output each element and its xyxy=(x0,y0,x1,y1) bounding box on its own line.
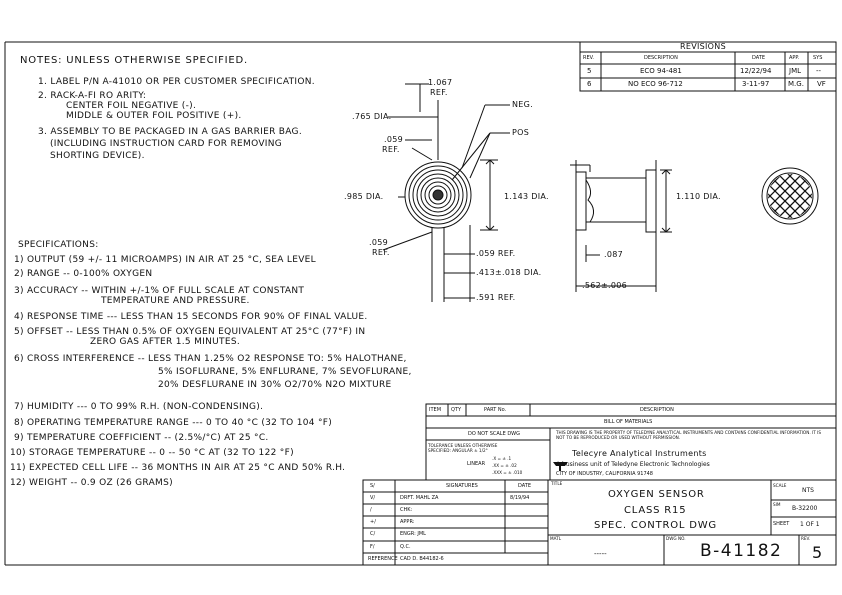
spec-item: 2) RANGE -- 0-100% OXYGEN xyxy=(14,269,153,279)
dim-label: 1.110 DIA. xyxy=(676,192,721,201)
spec-item: 7) HUMIDITY --- 0 TO 99% R.H. (NON-CONDENSING). xyxy=(14,402,264,412)
sig-label: CAD D. B44182-6 xyxy=(400,556,444,562)
sig-label: DRFT. MAHL ZA xyxy=(400,495,439,501)
sim-value: B-32200 xyxy=(792,505,818,512)
dim-label: 1.067 xyxy=(428,78,453,87)
notes-header: NOTES: UNLESS OTHERWISE SPECIFIED. xyxy=(20,55,249,66)
dim-label: .985 DIA. xyxy=(344,192,384,201)
dim-label: REF. xyxy=(382,145,400,154)
dim-label: 1.143 DIA. xyxy=(504,192,549,201)
mesh-pattern xyxy=(760,166,820,226)
sig-code: C/ xyxy=(370,531,376,537)
company-name: Telecyre Analytical Instruments xyxy=(572,449,707,458)
sig-date: 8/19/94 xyxy=(510,495,530,501)
scale-value: NTS xyxy=(802,487,814,494)
dim-label: REF. xyxy=(430,88,448,97)
dim-label: .562±.006 xyxy=(582,281,628,290)
rev-header: REV. xyxy=(583,55,594,61)
do-not-scale: DO NOT SCALE DWG xyxy=(468,431,520,437)
sim-label: SIM xyxy=(773,502,781,507)
scale-label: SCALE xyxy=(773,483,787,488)
sig-label: ENGR: JML xyxy=(400,531,426,537)
sig-label: APPR: xyxy=(400,519,415,525)
spec-item: 10) STORAGE TEMPERATURE -- 0 -- 50 °C AT (32 TO 122 °F) xyxy=(10,448,294,458)
rev-cell: ECO 94-481 xyxy=(640,67,682,75)
dim-label: .413±.018 DIA. xyxy=(476,268,542,277)
tolerance-note: TOLERANCE UNLESS OTHERWISE SPECIFIED: ANGULAR ± 1/2° xyxy=(428,443,498,454)
rev-cell: JML xyxy=(789,67,802,75)
rev-cell: M.G. xyxy=(788,80,804,88)
drawing-number: B-41182 xyxy=(700,541,783,561)
matl-value: ----- xyxy=(594,550,607,558)
note-item: MIDDLE & OUTER FOIL POSITIVE (+). xyxy=(66,111,242,121)
dim-label: .591 REF. xyxy=(476,293,516,302)
note-item: 2. RACK-A-FI RO ARITY: xyxy=(38,91,147,101)
sheet-label: SHEET xyxy=(773,521,790,527)
linear-label: LINEAR xyxy=(467,461,486,467)
tol-value: .XX = ± .02 xyxy=(492,463,517,468)
matl-label: MATL xyxy=(550,536,562,541)
company-sub: A business unit of Teledyne Electronic Technologies xyxy=(556,461,710,468)
bom-footer: BILL OF MATERIALS xyxy=(604,419,653,425)
note-item: 3. ASSEMBLY TO BE PACKAGED IN A GAS BARRIER BAG. xyxy=(38,127,302,137)
bom-header: QTY xyxy=(451,407,462,413)
revision-value: 5 xyxy=(812,543,823,562)
tol-value: .X = ± .1 xyxy=(492,456,512,461)
sig-label: Q.C. xyxy=(400,544,411,550)
rev-cell: 3-11-97 xyxy=(742,80,770,88)
dim-label: REF. xyxy=(372,248,390,257)
dim-label: .059 xyxy=(369,238,389,247)
sig-code: S/ xyxy=(370,483,375,489)
spec-item: 6) CROSS INTERFERENCE -- LESS THAN 1.25% O2 RESPONSE TO: 5% HALOTHANE, xyxy=(14,354,407,364)
drawing-title-line: CLASS R15 xyxy=(624,505,687,516)
rev-cell: VF xyxy=(817,80,826,88)
spec-item: 20% DESFLURANE IN 30% O2/70% N2O MIXTURE xyxy=(158,380,392,390)
sig-header: SIGNATURES xyxy=(446,483,478,489)
spec-item: 3) ACCURACY -- WITHIN +/-1% OF FULL SCALE AT CONSTANT xyxy=(14,286,305,296)
sheet-value: 1 OF 1 xyxy=(800,521,820,528)
rev-cell: 12/22/94 xyxy=(740,67,772,75)
spec-item: 11) EXPECTED CELL LIFE -- 36 MONTHS IN AIR AT 25 °C AND 50% R.H. xyxy=(10,463,346,473)
rev-header: DATE xyxy=(752,55,766,61)
title-label: TITLE xyxy=(551,481,563,486)
sig-code: V/ xyxy=(370,495,376,501)
sig-header: DATE xyxy=(518,483,532,489)
dim-label: .765 DIA. xyxy=(352,112,392,121)
note-item: 1. LABEL P/N A-41010 OR PER CUSTOMER SPECIFICATION. xyxy=(38,77,315,87)
specs-header: SPECIFICATIONS: xyxy=(18,240,99,250)
tol-value: .XXX = ± .010 xyxy=(492,470,523,475)
spec-item: 5) OFFSET -- LESS THAN 0.5% OF OXYGEN EQUIVALENT AT 25°C (77°F) IN xyxy=(14,327,366,337)
drawing-title-line: OXYGEN SENSOR xyxy=(608,489,705,500)
note-item: CENTER FOIL NEGATIVE (-). xyxy=(66,101,197,111)
sig-code: / xyxy=(370,507,372,513)
spec-item: TEMPERATURE AND PRESSURE. xyxy=(101,296,250,306)
drawing-title-line: SPEC. CONTROL DWG xyxy=(594,520,717,531)
spec-item: 5% ISOFLURANE, 5% ENFLURANE, 7% SEVOFLURANE, xyxy=(158,367,412,377)
rev-cell: 6 xyxy=(587,80,592,88)
rev-header: DESCRIPTION xyxy=(644,55,678,61)
dim-label: NEG. xyxy=(512,100,533,109)
dim-label: .059 REF. xyxy=(476,249,516,258)
dwgno-label: DWG NO. xyxy=(666,536,686,541)
dim-label: POS xyxy=(512,128,530,137)
proprietary-notice: THIS DRAWING IS THE PROPERTY OF TELEDYNE ANALYTICAL INSTRUMENTS AND CONTAINS CONFIDENTIAL INFORMATION. IT IS NOT TO BE REPRODUCED OR USED WITHOUT PERMISSION. xyxy=(556,430,822,441)
dim-label: .059 xyxy=(384,135,404,144)
revisions-title: REVISIONS xyxy=(680,42,726,51)
bom-header: PART No. xyxy=(484,407,507,413)
rev-cell: -- xyxy=(816,67,822,75)
bom-header: ITEM xyxy=(429,407,442,413)
rev-cell: 5 xyxy=(587,67,592,75)
company-location: CITY OF INDUSTRY, CALIFORNIA 91748 xyxy=(556,471,653,477)
sig-label: CHK: xyxy=(400,507,413,513)
spec-item: ZERO GAS AFTER 1.5 MINUTES. xyxy=(90,337,240,347)
rev-cell: NO ECO 96-712 xyxy=(628,80,683,88)
sig-code: +/ xyxy=(370,519,376,525)
note-item: (INCLUDING INSTRUCTION CARD FOR REMOVING xyxy=(50,139,283,149)
spec-item: 12) WEIGHT -- 0.9 OZ (26 GRAMS) xyxy=(10,478,173,488)
reference-label: REFERENCE xyxy=(368,556,398,562)
spec-item: 1) OUTPUT (59 +/- 11 MICROAMPS) IN AIR AT 25 °C, SEA LEVEL xyxy=(14,255,316,265)
spec-item: 4) RESPONSE TIME --- LESS THAN 15 SECONDS FOR 90% OF FINAL VALUE. xyxy=(14,312,368,322)
dim-label: .087 xyxy=(604,250,624,259)
note-item: SHORTING DEVICE). xyxy=(50,151,145,161)
sig-code: F/ xyxy=(370,544,375,550)
spec-item: 9) TEMPERATURE COEFFICIENT -- (2.5%/°C) AT 25 °C. xyxy=(14,433,269,443)
spec-item: 8) OPERATING TEMPERATURE RANGE --- 0 TO 40 °C (32 TO 104 °F) xyxy=(14,418,333,428)
rev-header: APP. xyxy=(789,55,800,61)
rev-header: SYS xyxy=(813,55,823,61)
rev-label: REV. xyxy=(801,536,811,541)
bom-header: DESCRIPTION xyxy=(640,407,674,413)
